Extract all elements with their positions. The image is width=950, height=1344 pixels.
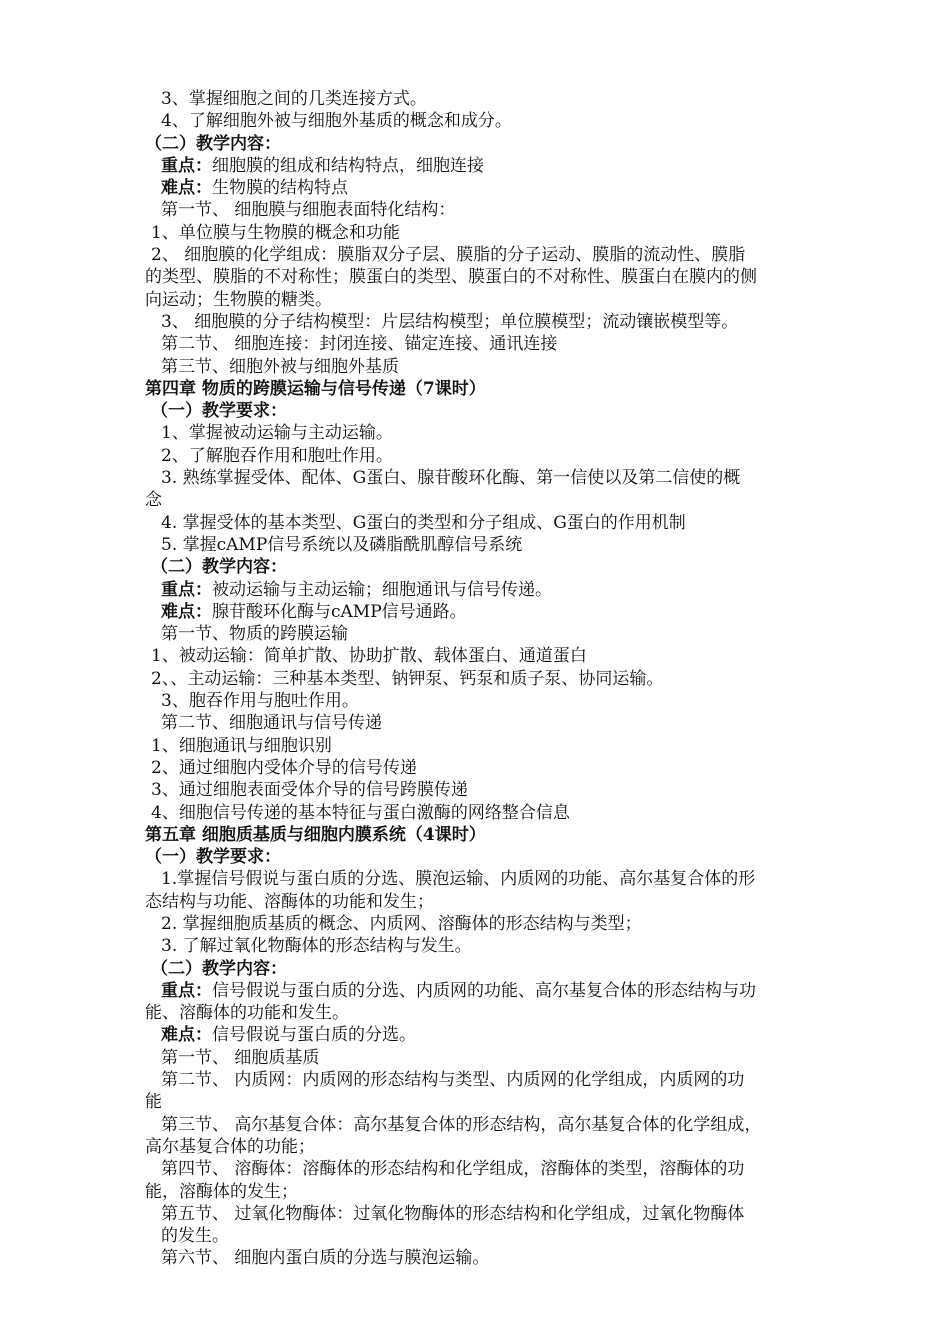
text-line: 3. 了解过氧化物酶体的形态结构与发生。	[161, 936, 472, 957]
section-heading: （二）教学内容：	[145, 133, 281, 154]
text-line: 3、 细胞膜的分子结构模型：片层结构模型；单位膜模型；流动镶嵌模型等。	[161, 311, 739, 332]
text-line: 3、胞吞作用与胞吐作用。	[161, 691, 359, 712]
key-point-text: 信号假说与蛋白质的分选、内质网的功能、高尔基复合体的形态结构与功	[212, 980, 756, 1001]
difficult-point-label: 难点：	[161, 601, 212, 622]
chapter-heading: 第四章 物质的跨膜运输与信号传递（7课时）	[145, 378, 486, 399]
text-line: 第五节、 过氧化物酶体：过氧化物酶体的形态结构和化学组成，过氧化物酶体	[161, 1203, 745, 1224]
text-line: 2、、主动运输：三种基本类型、钠钾泵、钙泵和质子泵、协同运输。	[151, 668, 664, 689]
text-line: 1、单位膜与生物膜的概念和功能	[151, 222, 400, 243]
key-point	[145, 579, 875, 601]
key-point-label: 重点：	[161, 155, 212, 176]
difficult-point	[145, 601, 875, 623]
text-line: 1、掌握被动运输与主动运输。	[161, 423, 393, 444]
text-line: 第六节、 细胞内蛋白质的分选与膜泡运输。	[161, 1248, 490, 1269]
text-line: 3. 熟练掌握受体、配体、G蛋白、腺苷酸环化酶、第一信使以及第二信使的概	[161, 468, 741, 489]
text-line: 第一节、 细胞质基质	[161, 1047, 320, 1068]
difficult-point	[145, 1024, 875, 1046]
text-line: 4、细胞信号传递的基本特征与蛋白激酶的网络整合信息	[151, 802, 570, 823]
key-point	[145, 980, 875, 1002]
difficult-point-label: 难点：	[161, 178, 212, 199]
text-line: 第二节、细胞通讯与信号传递	[161, 713, 382, 734]
text-line: 能	[145, 1092, 162, 1113]
text-line: 1、被动运输：简单扩散、协助扩散、载体蛋白、通道蛋白	[151, 646, 587, 667]
text-line: 2、 细胞膜的化学组成：膜脂双分子层、膜脂的分子运动、膜脂的流动性、膜脂	[151, 245, 746, 266]
difficult-point-text: 生物膜的结构特点	[212, 178, 348, 199]
text-line: 第一节、物质的跨膜运输	[161, 624, 348, 645]
text-line: 的类型、膜脂的不对称性；膜蛋白的类型、膜蛋白的不对称性、膜蛋白在膜内的侧	[145, 267, 757, 288]
text-line: 第三节、细胞外被与细胞外基质	[161, 356, 399, 377]
key-point-label: 重点：	[161, 579, 212, 600]
text-line: 第二节、 细胞连接：封闭连接、锚定连接、通讯连接	[161, 334, 558, 355]
text-line: 5. 掌握cAMP信号系统以及磷脂酰肌醇信号系统	[161, 534, 523, 555]
key-point-text: 细胞膜的组成和结构特点，细胞连接	[212, 155, 484, 176]
difficult-point-label: 难点：	[161, 1025, 212, 1046]
text-line: 能，溶酶体的发生；	[145, 1181, 298, 1202]
text-line: 念	[145, 490, 162, 511]
text-line: 高尔基复合体的功能；	[145, 1136, 315, 1157]
key-point-text: 被动运输与主动运输；细胞通讯与信号传递。	[212, 579, 552, 600]
text-line: 第三节、 高尔基复合体：高尔基复合体的形态结构，高尔基复合体的化学组成，	[161, 1114, 762, 1135]
difficult-point-text: 腺苷酸环化酶与cAMP信号通路。	[212, 601, 467, 622]
text-line: 能、溶酶体的功能和发生。	[145, 1003, 349, 1024]
section-heading: （一）教学要求：	[151, 401, 287, 422]
text-line: 3、掌握细胞之间的几类连接方式。	[161, 89, 427, 109]
key-point	[145, 155, 875, 177]
text-line: 2、了解胞吞作用和胞吐作用。	[161, 445, 393, 466]
difficult-point-text: 信号假说与蛋白质的分选。	[212, 1025, 416, 1046]
difficult-point	[145, 177, 875, 199]
text-line: 的发生。	[161, 1226, 229, 1247]
text-line: 态结构与功能、溶酶体的功能和发生；	[145, 891, 434, 912]
section-heading: （二）教学内容：	[151, 557, 287, 578]
text-line: 第二节、 内质网：内质网的形态结构与类型、内质网的化学组成，内质网的功	[161, 1070, 745, 1091]
text-line: 3、通过细胞表面受体介导的信号跨膜传递	[151, 780, 468, 801]
text-line: 1.掌握信号假说与蛋白质的分选、膜泡运输、内质网的功能、高尔基复合体的形	[161, 869, 756, 890]
text-line: 第四节、 溶酶体：溶酶体的形态结构和化学组成，溶酶体的类型，溶酶体的功	[161, 1159, 745, 1180]
text-line: 第一节、 细胞膜与细胞表面特化结构：	[161, 200, 456, 221]
section-heading: （二）教学内容：	[151, 958, 287, 979]
key-point-label: 重点：	[161, 980, 212, 1001]
text-line: 4. 掌握受体的基本类型、G蛋白的类型和分子组成、G蛋白的作用机制	[161, 512, 686, 533]
text-line: 向运动；生物膜的糖类。	[145, 289, 332, 310]
text-line: 2、通过细胞内受体介导的信号传递	[151, 757, 417, 778]
syllabus-text	[145, 88, 875, 1270]
text-line: 4、了解细胞外被与细胞外基质的概念和成分。	[161, 111, 512, 132]
text-line: 1、细胞通讯与细胞识别	[151, 735, 332, 756]
section-heading: （一）教学要求：	[145, 847, 281, 868]
text-line: 2. 掌握细胞质基质的概念、内质网、溶酶体的形态结构与类型；	[161, 913, 642, 934]
chapter-heading: 第五章 细胞质基质与细胞内膜系统（4课时）	[145, 824, 486, 845]
